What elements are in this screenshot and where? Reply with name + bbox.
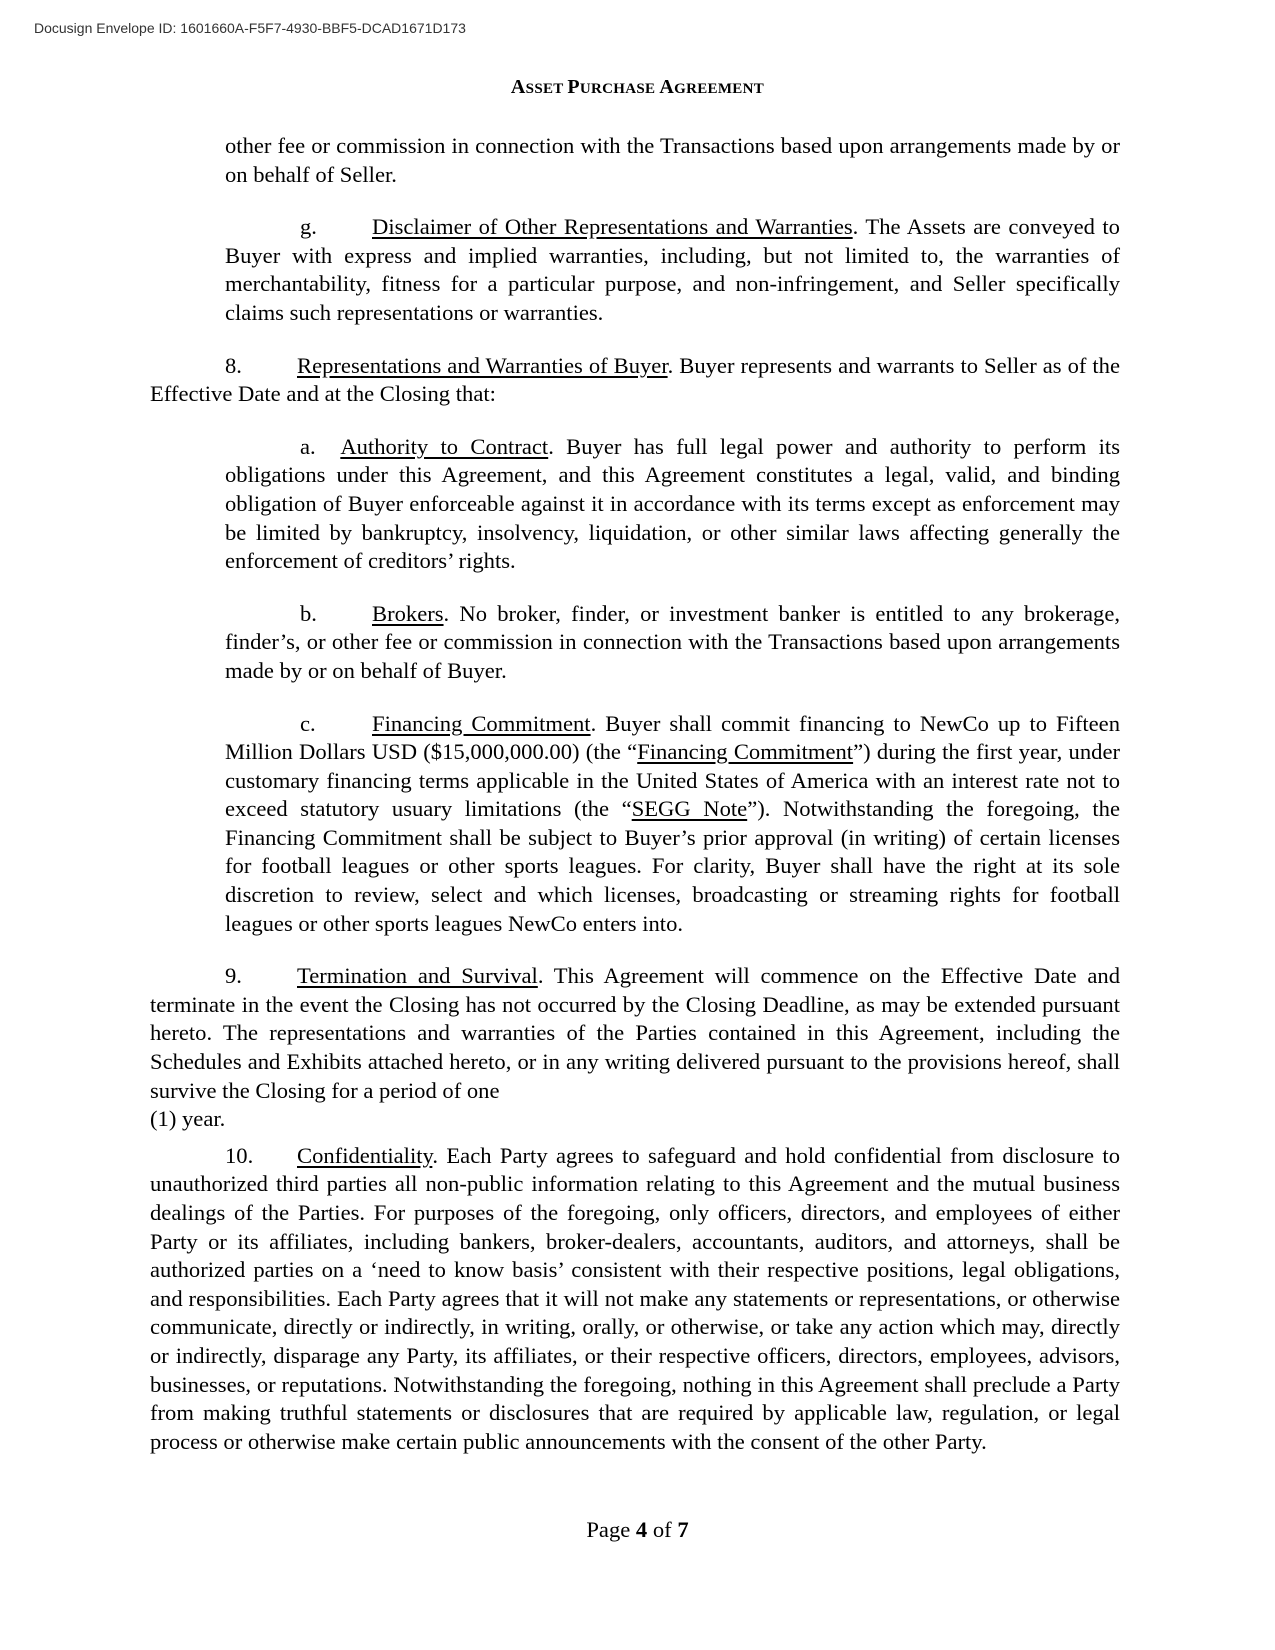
section-8a-heading: Authority to Contract [340,433,549,459]
title-rest-1: SSET [525,81,568,97]
envelope-id: Docusign Envelope ID: 1601660A-F5F7-4930-BBF5-DCAD1671D173 [34,20,466,36]
section-8 [150,352,1120,409]
page-number-footer [0,1517,1275,1543]
section-10-marker: 10. [225,1142,254,1168]
section-8b-heading: Brokers [372,600,444,626]
section-g-marker: g. [300,214,317,240]
section-10 [150,1142,1120,1457]
section-9-tail: (1) year. [150,1106,226,1132]
section-9-body: . This Agreement will commence on the Effective Date and terminate in the event the Closing has not occurred by the Closing Deadline, as may be extended pursuant hereto. The representations and warranties of the Parties contained in this Agreement, including the Schedules and Exhibits attached hereto, or in any writing delivered pursuant to the provisions hereof, shall survive the Closing for a period of one [150,963,1120,1103]
continuation-paragraph: other fee or commission in connection with the Transactions based upon arrangements made by or on behalf of Seller. [225,133,1120,187]
section-g-body: . The Assets are conveyed to Buyer with express and implied warranties, including, but not limited to, the warranties of merchantability, fitness for a particular purpose, and non-infringement, and Seller specifically claims such representations or warranties. [225,214,1120,325]
current-page-number: 4 [635,1517,648,1542]
title-cap-2: P [567,76,580,98]
section-g [225,213,1120,327]
section-8a-body: . Buyer has full legal power and authority to perform its obligations under this Agreement, and this Agreement constitutes a legal, valid, and binding obligation of Buyer enforceable against it in accordance with its terms except as enforcement may be limited by bankruptcy, insolvency, liquidation, or other similar laws affecting generally the enforcement of creditors’ rights. [225,433,1120,574]
title-rest-3: GREEMENT [674,81,765,97]
section-8-body: . Buyer represents and warrants to Seller as of the Effective Date and at the Closing that: [150,352,1120,407]
section-10-heading: Confidentiality [297,1142,433,1168]
title-cap-1: A [510,76,526,98]
section-8c-body-3: ”). Notwithstanding the foregoing, the Financing Commitment shall be subject to Buyer’s prior approval (in writing) of certain licenses for football leagues or other sports leagues. For clarity, Buyer shall have the right at its sole discretion to review, select and which licenses, broadcasting or streaming rights for football leagues or other sports leagues NewCo enters into. [225,796,1120,936]
section-8c-marker: c. [300,710,316,736]
section-8-marker: 8. [225,352,242,378]
section-8c-body-1: . Buyer shall commit financing to NewCo up to Fifteen Million Dollars USD ($15,000,000.00) (the “ [225,710,1120,765]
title-rest-2: URCHASE [579,81,660,97]
section-8a-marker: a. [300,433,316,459]
total-page-count: 7 [677,1517,689,1542]
section-8c-body-2: ”) during the first year, under customary financing terms applicable in the United States of America with an interest rate not to exceed statutory usuary limitations (the “ [225,739,1120,822]
section-8a [225,433,1120,576]
section-g-heading: Disclaimer of Other Representations and Warranties [372,214,853,240]
section-9-heading: Termination and Survival [297,963,538,989]
defined-term-segg-note: SEGG Note [631,796,748,822]
section-8c [225,710,1120,939]
defined-term-financing-commitment: Financing Commitment [637,739,854,765]
section-8b-marker: b. [300,600,317,626]
of-word: of [647,1517,678,1542]
section-8c-heading: Financing Commitment [372,710,591,736]
document-title [0,76,1275,99]
title-cap-3: A [659,76,675,98]
section-9 [150,962,1120,1105]
section-8-heading: Representations and Warranties of Buyer [297,352,668,378]
document-body [150,132,1120,1456]
section-9-marker: 9. [225,963,242,989]
section-8b [225,600,1120,686]
page-word: Page [586,1517,636,1542]
section-8b-body: . No broker, finder, or investment banker is entitled to any brokerage, finder’s, or other fee or commission in connection with the Transactions based upon arrangements made by or on behalf of Buyer. [225,600,1120,683]
section-10-body: . Each Party agrees to safeguard and hold confidential from disclosure to unauthorized third parties all non-public information relating to this Agreement and the mutual business dealings of the Parties. For purposes of the foregoing, only officers, directors, and employees of either Party or its affiliates, including bankers, broker-dealers, accountants, auditors, and attorneys, shall be authorized parties on a ‘need to know basis’ consistent with their respective positions, legal obligations, and responsibilities. Each Party agrees that it will not make any statements or representations, or otherwise communicate, directly or indirectly, in writing, orally, or otherwise, or take any action which may, directly or indirectly, disparage any Party, its affiliates, or their respective officers, directors, employees, advisors, businesses, or reputations. Notwithstanding the foregoing, nothing in this Agreement shall preclude a Party from making truthful statements or disclosures that are required by applicable law, regulation, or legal process or otherwise make certain public announcements with the consent of the other Party. [150,1142,1120,1454]
